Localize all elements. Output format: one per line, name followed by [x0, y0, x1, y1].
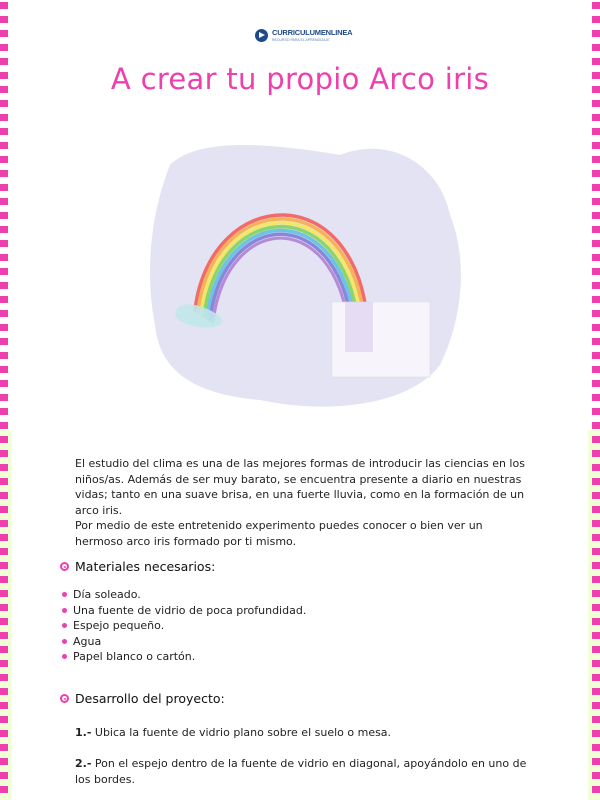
play-circle-logo-icon	[255, 29, 268, 42]
border-dash	[592, 492, 600, 499]
border-dash	[592, 198, 600, 205]
border-dash	[592, 436, 600, 443]
border-dash	[592, 688, 600, 695]
border-dash	[592, 730, 600, 737]
border-dash	[592, 562, 600, 569]
border-dash	[0, 464, 8, 471]
border-dash	[592, 142, 600, 149]
materials-heading	[60, 559, 215, 574]
border-dash	[0, 702, 8, 709]
border-dash	[592, 758, 600, 765]
list-item-text: Espejo pequeño.	[73, 619, 165, 632]
border-dash	[0, 212, 8, 219]
border-dash	[592, 702, 600, 709]
border-dash	[592, 2, 600, 9]
border-dash	[0, 422, 8, 429]
list-item-text: Día soleado.	[73, 588, 141, 601]
border-dash	[0, 772, 8, 779]
list-item-text: Una fuente de vidrio de poca profundidad.	[73, 603, 307, 617]
pink-dot-icon	[62, 623, 67, 628]
list-item	[62, 587, 306, 603]
border-dash	[0, 324, 8, 331]
border-dash	[592, 324, 600, 331]
border-dash	[592, 464, 600, 471]
development-heading	[60, 691, 225, 706]
border-dash	[0, 156, 8, 163]
list-item	[62, 634, 306, 650]
border-dash	[592, 128, 600, 135]
border-dash	[0, 674, 8, 681]
paper-sheet	[332, 302, 430, 377]
border-dash	[592, 450, 600, 457]
intro-paragraph-1: El estudio del clima es una de las mejores formas de introducir las ciencias en los niños/as. Además de ser muy barato, se encuentra presente a diario en nuestras vidas; tanto en una suave brisa, en una fuerte lluvia, como en la formación de un arco iris.	[75, 457, 525, 517]
border-dash	[592, 30, 600, 37]
step-number: 1.-	[75, 726, 92, 739]
border-dash	[592, 310, 600, 317]
border-dash	[0, 534, 8, 541]
border-dash	[0, 562, 8, 569]
intro-text	[75, 456, 525, 549]
border-dash	[592, 338, 600, 345]
border-dash	[592, 44, 600, 51]
border-dash	[592, 548, 600, 555]
border-dash	[0, 394, 8, 401]
border-dash	[592, 646, 600, 653]
border-dash	[592, 380, 600, 387]
border-dash	[0, 338, 8, 345]
border-dash	[592, 744, 600, 751]
border-dash	[0, 114, 8, 121]
border-dash	[592, 590, 600, 597]
border-dash	[0, 548, 8, 555]
right-dashed-border	[588, 0, 600, 800]
border-dash	[592, 16, 600, 23]
logo	[255, 28, 352, 42]
border-dash	[0, 744, 8, 751]
border-dash	[0, 604, 8, 611]
border-dash	[0, 660, 8, 667]
border-dash	[0, 590, 8, 597]
border-dash	[592, 268, 600, 275]
border-dash	[592, 604, 600, 611]
border-dash	[592, 226, 600, 233]
border-dash	[0, 142, 8, 149]
border-dash	[592, 212, 600, 219]
border-dash	[592, 576, 600, 583]
logo-name: CURRICULUMENLINEA	[272, 28, 353, 37]
border-dash	[0, 688, 8, 695]
border-dash	[0, 2, 8, 9]
border-dash	[0, 436, 8, 443]
border-dash	[592, 506, 600, 513]
materials-heading-text: Materiales necesarios:	[75, 559, 216, 574]
border-dash	[592, 296, 600, 303]
pink-dot-icon	[62, 654, 67, 659]
border-dash	[592, 786, 600, 793]
pink-circle-bullet-icon	[60, 694, 69, 703]
rainbow-illustration	[140, 125, 470, 410]
border-dash	[0, 352, 8, 359]
border-dash	[592, 394, 600, 401]
border-dash	[592, 632, 600, 639]
border-dash	[0, 268, 8, 275]
border-dash	[592, 534, 600, 541]
border-dash	[592, 660, 600, 667]
border-dash	[0, 184, 8, 191]
pink-circle-bullet-icon	[60, 562, 69, 571]
border-dash	[0, 170, 8, 177]
border-dash	[592, 520, 600, 527]
step-2	[75, 756, 530, 788]
pink-dot-icon	[62, 608, 67, 613]
border-dash	[0, 478, 8, 485]
border-dash	[592, 618, 600, 625]
development-heading-text: Desarrollo del proyecto:	[75, 691, 225, 706]
border-dash	[592, 772, 600, 779]
border-dash	[592, 184, 600, 191]
border-dash	[0, 198, 8, 205]
border-dash	[0, 282, 8, 289]
border-dash	[0, 618, 8, 625]
border-dash	[0, 296, 8, 303]
border-dash	[592, 254, 600, 261]
border-dash	[0, 730, 8, 737]
border-dash	[0, 226, 8, 233]
border-dash	[0, 100, 8, 107]
logo-tagline: RECURSO PARA EL APRENDIZAJE	[272, 38, 330, 42]
border-dash	[592, 366, 600, 373]
border-dash	[0, 254, 8, 261]
border-dash	[0, 576, 8, 583]
border-dash	[592, 282, 600, 289]
border-dash	[0, 366, 8, 373]
list-item	[62, 603, 306, 619]
border-dash	[592, 408, 600, 415]
list-item-text: Papel blanco o cartón.	[73, 650, 196, 663]
list-item	[62, 618, 306, 634]
border-dash	[0, 450, 8, 457]
border-dash	[0, 506, 8, 513]
list-item	[62, 649, 306, 665]
step-text: Ubica la fuente de vidrio plano sobre el suelo o mesa.	[91, 726, 392, 739]
border-dash	[0, 310, 8, 317]
left-dashed-border	[0, 0, 12, 800]
border-dash	[0, 646, 8, 653]
border-dash	[0, 632, 8, 639]
border-dash	[592, 422, 600, 429]
border-dash	[592, 156, 600, 163]
page-title: A crear tu propio Arco iris	[110, 62, 490, 96]
border-dash	[0, 408, 8, 415]
step-text: Pon el espejo dentro de la fuente de vidrio en diagonal, apoyándolo en uno de los bordes.	[75, 757, 527, 786]
pink-dot-icon	[62, 639, 67, 644]
border-dash	[592, 100, 600, 107]
border-dash	[0, 380, 8, 387]
border-dash	[592, 170, 600, 177]
border-dash	[0, 716, 8, 723]
pink-dot-icon	[62, 592, 67, 597]
step-1	[75, 725, 530, 741]
border-dash	[592, 114, 600, 121]
materials-list	[62, 587, 306, 665]
border-dash	[0, 240, 8, 247]
border-dash	[0, 492, 8, 499]
border-dash	[0, 44, 8, 51]
border-dash	[0, 16, 8, 23]
border-dash	[0, 30, 8, 37]
border-dash	[0, 520, 8, 527]
border-dash	[0, 128, 8, 135]
border-dash	[0, 758, 8, 765]
step-number: 2.-	[75, 757, 92, 770]
border-dash	[592, 674, 600, 681]
intro-paragraph-2: Por medio de este entretenido experimento puedes conocer o bien ver un hermoso arco iris formado por ti mismo.	[75, 519, 483, 548]
border-dash	[0, 786, 8, 793]
border-dash	[592, 240, 600, 247]
border-dash	[592, 352, 600, 359]
border-dash	[592, 478, 600, 485]
list-item-text: Agua	[73, 634, 102, 648]
border-dash	[592, 716, 600, 723]
